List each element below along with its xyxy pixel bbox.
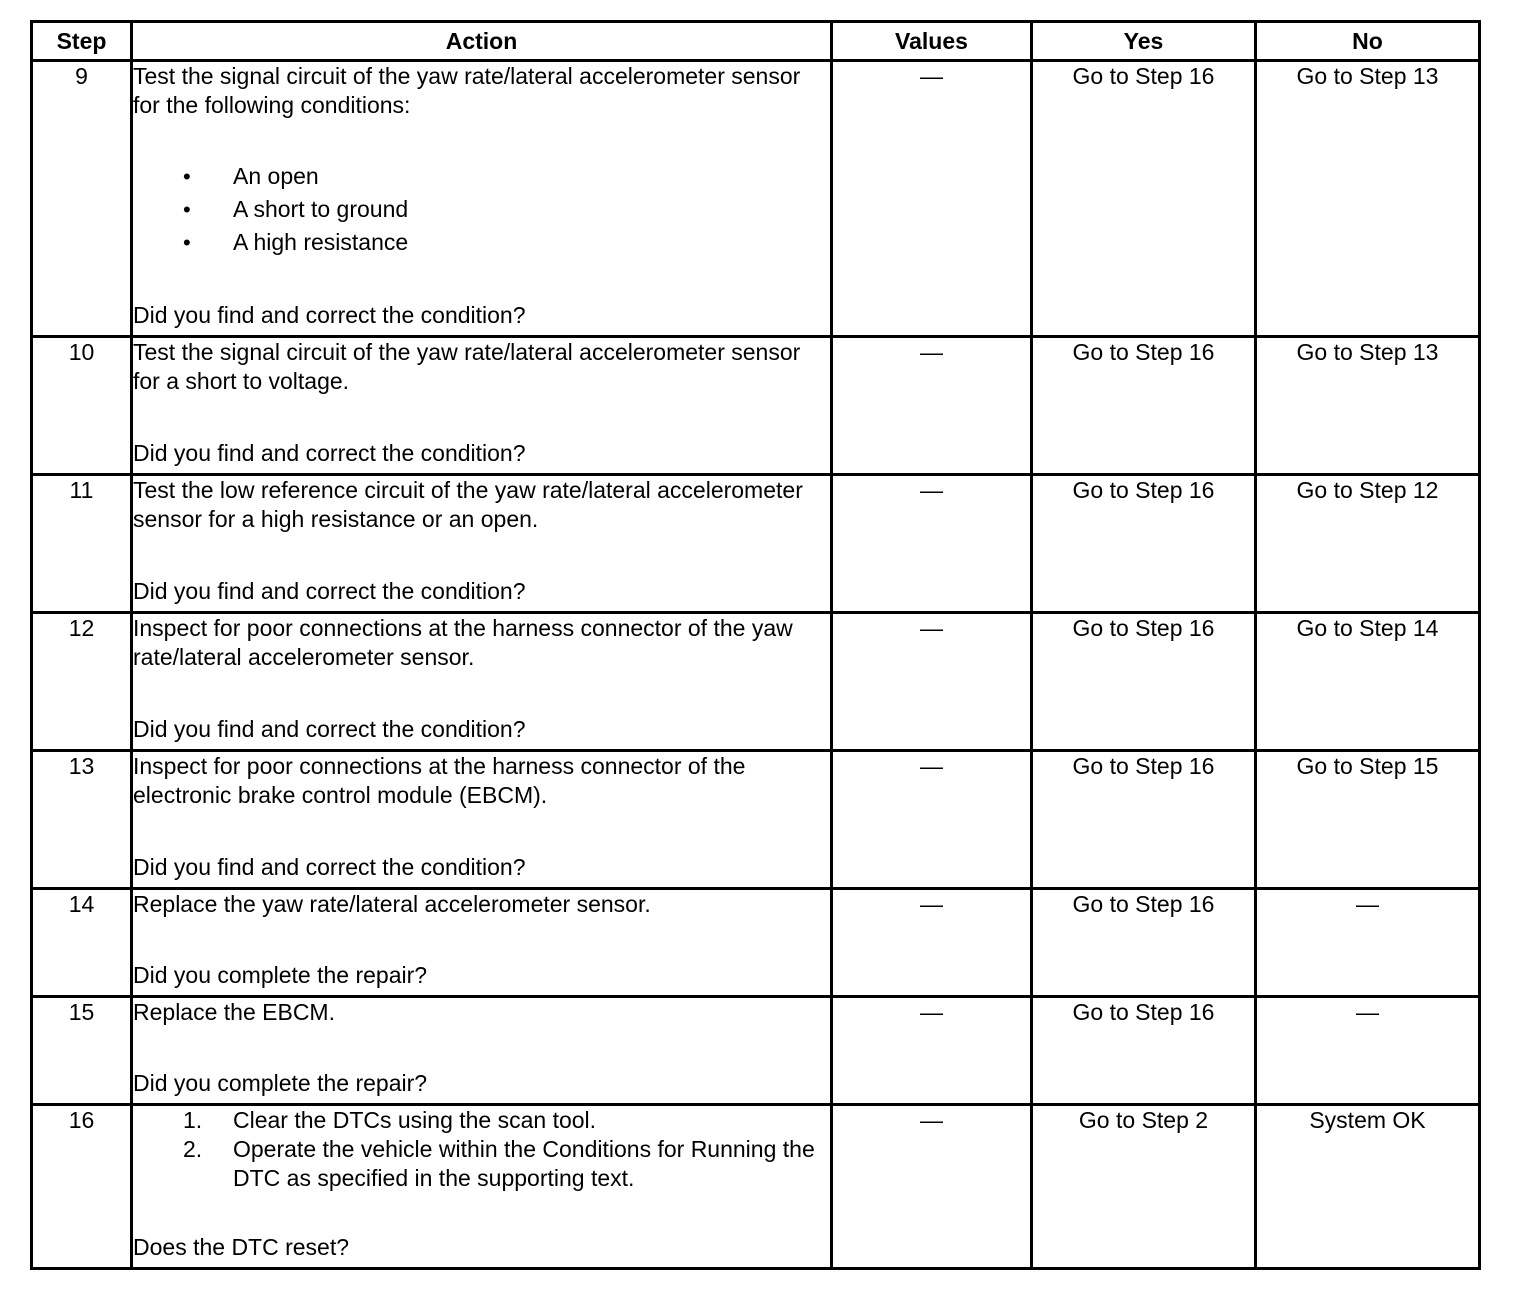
action-question: Did you find and correct the condition?	[133, 716, 526, 742]
action-cell	[132, 1105, 832, 1269]
step-number: 16	[32, 1105, 132, 1269]
no-cell: Go to Step 13	[1256, 61, 1480, 337]
yes-cell: Go to Step 16	[1032, 613, 1256, 751]
yes-cell: Go to Step 16	[1032, 61, 1256, 337]
table-row	[32, 1105, 1480, 1269]
no-cell: Go to Step 14	[1256, 613, 1480, 751]
step-number: 11	[32, 475, 132, 613]
table-row	[32, 997, 1480, 1105]
action-cell	[132, 997, 832, 1105]
action-question: Did you complete the repair?	[133, 1070, 428, 1096]
list-number: 1.	[183, 1107, 203, 1133]
yes-cell: Go to Step 16	[1032, 997, 1256, 1105]
values-cell: —	[832, 475, 1032, 613]
list-item: • An open	[133, 160, 830, 193]
yes-cell: Go to Step 16	[1032, 337, 1256, 475]
no-cell: System OK	[1256, 1105, 1480, 1269]
yes-cell: Go to Step 16	[1032, 889, 1256, 997]
values-cell: —	[832, 751, 1032, 889]
action-text: Test the signal circuit of the yaw rate/lateral accelerometer sensor for a short to voltage.	[133, 339, 801, 394]
action-cell	[132, 61, 832, 337]
diagnostic-table	[30, 20, 1481, 1270]
header-yes: Yes	[1032, 22, 1256, 61]
action-question: Did you find and correct the condition?	[133, 440, 526, 466]
no-cell: —	[1256, 997, 1480, 1105]
no-cell: Go to Step 13	[1256, 337, 1480, 475]
step-number: 10	[32, 337, 132, 475]
table-row	[32, 337, 1480, 475]
condition-list	[133, 160, 830, 259]
no-cell: —	[1256, 889, 1480, 997]
action-text: Inspect for poor connections at the harness connector of the yaw rate/lateral accelerometer sensor.	[133, 615, 793, 670]
list-text: Clear the DTCs using the scan tool.	[233, 1107, 597, 1133]
step-number: 12	[32, 613, 132, 751]
table-row	[32, 889, 1480, 997]
action-cell	[132, 337, 832, 475]
no-cell: Go to Step 15	[1256, 751, 1480, 889]
action-question: Did you complete the repair?	[133, 962, 428, 988]
values-cell: —	[832, 1105, 1032, 1269]
values-cell: —	[832, 337, 1032, 475]
table-row	[32, 475, 1480, 613]
action-text: Replace the yaw rate/lateral accelerometer sensor.	[133, 891, 651, 917]
header-step: Step	[32, 22, 132, 61]
action-question: Did you find and correct the condition?	[133, 854, 526, 880]
header-row	[32, 22, 1480, 61]
values-cell: —	[832, 613, 1032, 751]
table-row	[32, 61, 1480, 337]
list-item: • A short to ground	[133, 193, 830, 226]
action-cell	[132, 751, 832, 889]
step-number: 14	[32, 889, 132, 997]
step-number: 15	[32, 997, 132, 1105]
table-row	[32, 751, 1480, 889]
action-question: Did you find and correct the condition?	[133, 578, 526, 604]
action-text: Test the low reference circuit of the yaw rate/lateral accelerometer sensor for a high resistance or an open.	[133, 477, 803, 532]
yes-cell: Go to Step 16	[1032, 751, 1256, 889]
header-values: Values	[832, 22, 1032, 61]
action-text: Replace the EBCM.	[133, 999, 335, 1025]
step-number: 9	[32, 61, 132, 337]
values-cell: —	[832, 889, 1032, 997]
action-text: Inspect for poor connections at the harness connector of the electronic brake control module (EBCM).	[133, 753, 746, 808]
procedure-list	[133, 1106, 830, 1193]
values-cell: —	[832, 997, 1032, 1105]
table-row	[32, 613, 1480, 751]
action-cell	[132, 475, 832, 613]
action-text: Test the signal circuit of the yaw rate/lateral accelerometer sensor for the following conditions:	[133, 63, 801, 118]
action-question: Does the DTC reset?	[133, 1234, 350, 1260]
action-question: Did you find and correct the condition?	[133, 302, 526, 328]
no-cell: Go to Step 12	[1256, 475, 1480, 613]
header-action: Action	[132, 22, 832, 61]
list-item	[133, 1135, 830, 1193]
yes-cell: Go to Step 16	[1032, 475, 1256, 613]
list-text: Operate the vehicle within the Conditions for Running the DTC as specified in the supporting text.	[233, 1136, 815, 1191]
step-number: 13	[32, 751, 132, 889]
action-cell	[132, 889, 832, 997]
list-item	[133, 1106, 830, 1135]
yes-cell: Go to Step 2	[1032, 1105, 1256, 1269]
action-cell	[132, 613, 832, 751]
values-cell: —	[832, 61, 1032, 337]
list-item: • A high resistance	[133, 226, 830, 259]
header-no: No	[1256, 22, 1480, 61]
list-number: 2.	[183, 1136, 203, 1162]
